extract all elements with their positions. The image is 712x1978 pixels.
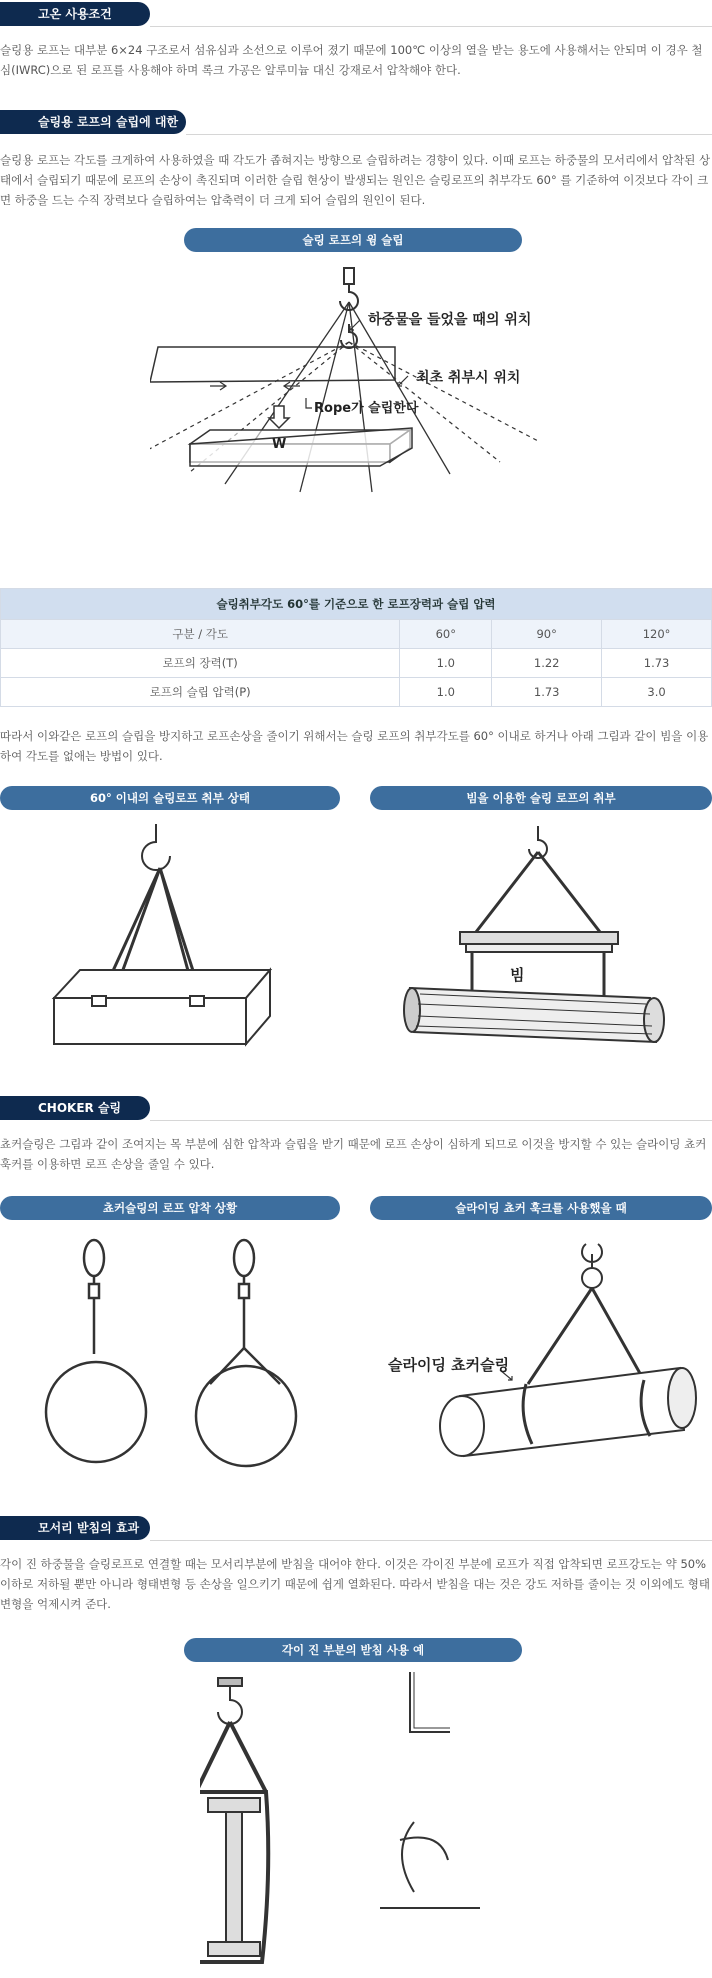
figure-caption-sliding-choker: 슬라이딩 쵸커 훅크를 사용했을 때 — [370, 1196, 712, 1220]
table-header-cell: 90° — [492, 620, 602, 649]
label-lifted-position: 하중물을 들었을 때의 위치 — [368, 312, 532, 328]
table-cell: 1.73 — [602, 649, 712, 678]
section-heading-choker: CHOKER 슬링 — [0, 1096, 150, 1120]
hook-icon — [218, 1686, 242, 1724]
figure-caption-wing-slip: 슬링 로프의 윙 슬립 — [184, 228, 522, 252]
table-cell: 1.22 — [492, 649, 602, 678]
table-header-cell: 구분 / 각도 — [1, 620, 400, 649]
figure-caption-beam: 빔을 이용한 슬링 로프의 취부 — [370, 786, 712, 810]
table-header-cell: 60° — [400, 620, 492, 649]
weight-arrow-icon — [269, 406, 289, 428]
beam-label: 빔 — [510, 966, 525, 984]
section-heading-high-temp: 고온 사용조건 — [0, 2, 150, 26]
wing-slip-figure — [150, 262, 570, 552]
table-cell: 3.0 — [602, 678, 712, 707]
figure-caption-corner: 각이 진 부분의 받침 사용 예 — [184, 1638, 522, 1662]
divider — [150, 1540, 712, 1541]
paragraph-slip: 슬링용 로프는 각도를 크게하여 사용하였을 때 각도가 좁혀지는 방향으로 슬립하려는 경향이 있다. 이때 로프는 하중물의 모서리에서 압착된 상태에서 슬립되기 때문에 로프의 손상이 촉진되며 이러한 슬립 현상이 발생되는 원인은 슬링로프의 취부각도 60° 를 기준하여 이것보다 각이 크면 하중을 드는 수직 장력보다 슬립하여는 압축력이 더 크게 되어 슬립의 원인이 된다. — [0, 153, 711, 207]
table-header-row — [1, 620, 712, 649]
sliding-choker-figure — [380, 1234, 700, 1474]
table-cell: 1.0 — [400, 649, 492, 678]
table-header-cell: 120° — [602, 620, 712, 649]
choker-compress-figure — [40, 1234, 320, 1474]
table-row — [1, 678, 712, 707]
table-cell: 1.73 — [492, 678, 602, 707]
hook-icon — [142, 824, 170, 870]
corner-protection-figure — [200, 1672, 500, 1972]
table-caption: 슬링취부각도 60°를 기준으로 한 로프장력과 슬립 압력 — [1, 589, 712, 620]
tension-slip-table — [0, 588, 712, 707]
beam-sling-figure — [400, 822, 690, 1062]
paragraph-choker: 쵸커슬링은 그림과 같이 조여지는 목 부분에 심한 압착과 슬립을 받기 때문에 로프 손상이 심하게 되므로 이것을 방지할 수 있는 슬라이딩 쵸커 훅커를 이용하면 로프 손상을 줄일 수 있다. — [0, 1137, 707, 1171]
hook-icon — [582, 1244, 602, 1268]
label-w: W — [272, 437, 287, 452]
divider — [150, 1120, 712, 1121]
paragraph-after-table: 따라서 이와같은 로프의 슬립을 방지하고 로프손상을 줄이기 위해서는 슬링 로프의 취부각도를 60° 이내로 하거나 아래 그림과 같이 빔을 이용하여 각도를 없애는 방법이 있다. — [0, 729, 709, 763]
divider — [186, 134, 712, 135]
label-initial-position: 최초 취부시 위치 — [416, 370, 521, 386]
table-row-label: 로프의 장력(T) — [1, 649, 400, 678]
sliding-choker-label: 슬라이딩 쵸커슬링 — [388, 1356, 510, 1374]
paragraph-corner: 각이 진 하중물을 슬링로프로 연결할 때는 모서리부분에 받침을 대어야 한다. 이것은 각이진 부분에 로프가 직접 압착되면 로프강도는 약 50%이하로 저하될 뿐만 아니라 형태변형 등 손상을 일으키기 때문에 쉽게 열화된다. 따라서 받침을 대는 것은 강도 저하를 줄이는 것 이외에도 형태변형을 억제시켜 준다. — [0, 1557, 710, 1611]
figure-caption-choker-compress: 쵸커슬링의 로프 압착 상황 — [0, 1196, 340, 1220]
section-heading-slip: 슬링용 로프의 슬립에 대한 대책 — [0, 110, 186, 134]
paragraph-high-temp: 슬링용 로프는 대부분 6×24 구조로서 섬유심과 소선으로 이루어 졌기 때문에 100℃ 이상의 열을 받는 용도에 사용해서는 안되며 이 경우 철심(IWRC)으로 된 로프를 사용해야 하며 록크 가공은 알루미늄 대신 강재로서 압착해야 한다. — [0, 43, 703, 77]
sling-60deg-figure — [40, 818, 280, 1058]
table-row-label: 로프의 슬립 압력(P) — [1, 678, 400, 707]
table-cell: 1.0 — [400, 678, 492, 707]
section-heading-corner: 모서리 받침의 효과 — [0, 1516, 150, 1540]
load-plank — [190, 428, 412, 466]
label-rope-slip: Rope가 슬립한다 — [314, 401, 419, 416]
table-row — [1, 649, 712, 678]
divider — [150, 26, 712, 27]
figure-caption-60deg: 60° 이내의 슬링로프 취부 상태 — [0, 786, 340, 810]
